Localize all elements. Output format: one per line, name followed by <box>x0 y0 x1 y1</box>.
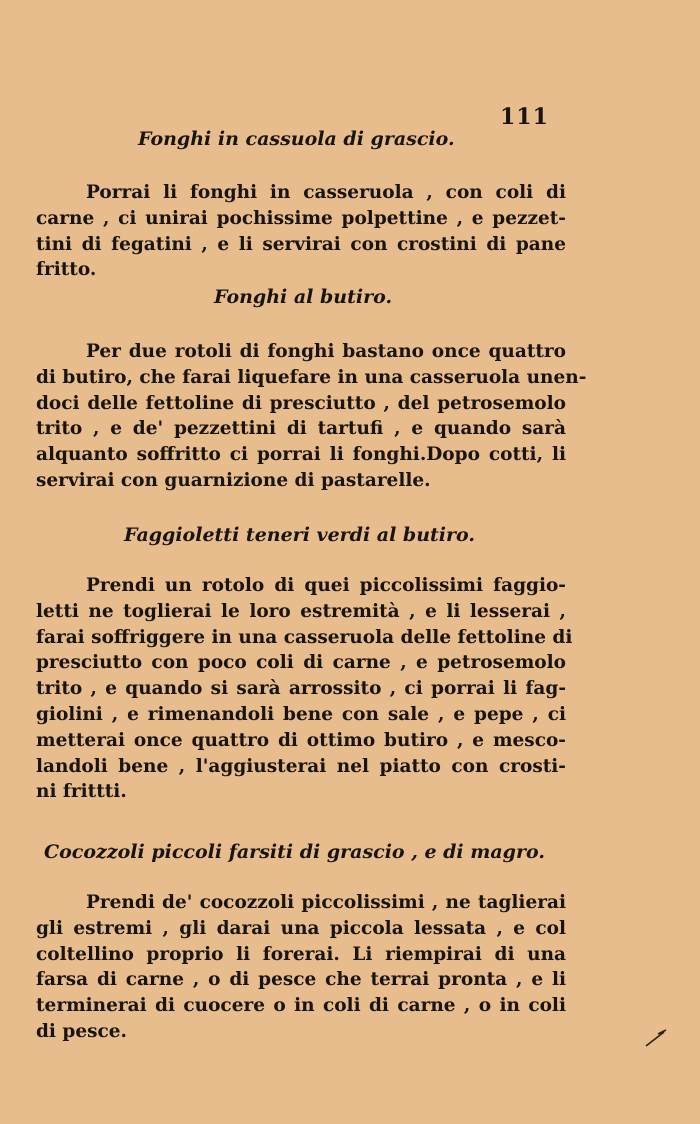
section-text-cocozzoli <box>36 890 566 1045</box>
text-line: Prendi un rotolo di quei piccolissimi faggio- <box>86 575 566 596</box>
text-line: coltellino proprio li forerai. Li riempirai di una <box>36 943 566 965</box>
text-line: tini di fegatini , e li servirai con crostini di pane <box>36 233 566 255</box>
text-line: metterai once quattro di ottimo butiro , e mesco- <box>36 729 566 751</box>
text-line: di butiro, che farai liquefare in una casseruola unen- <box>36 366 587 388</box>
text-line: gli estremi , gli darai una piccola lessata , e col <box>36 917 566 939</box>
text-line: Per due rotoli di fonghi bastano once quattro <box>86 341 566 362</box>
section-text-fonghi-butiro <box>36 339 587 494</box>
text-line: carne , ci unirai pochissime polpettine , e pezzet- <box>36 207 566 229</box>
text-line: farai soffriggere in una casseruola delle fettoline di <box>36 626 573 648</box>
text-line: ni frittti. <box>36 781 127 803</box>
text-line: Porrai li fonghi in casseruola , con coli di <box>86 182 566 203</box>
section-title-fonghi-butiro: Fonghi al butiro. <box>214 286 393 308</box>
text-line: giolini , e rimenandoli bene con sale , e pepe , ci <box>36 703 566 725</box>
section-text-fonghi-cassuola <box>36 180 566 283</box>
text-line: alquanto soffritto ci porrai li fonghi.Dopo cotti, li <box>36 444 566 466</box>
text-line: letti ne toglierai le loro estremità , e li lesserai , <box>36 600 566 622</box>
margin-pencil-mark <box>644 1028 668 1048</box>
text-line: fritto. <box>36 259 97 281</box>
text-line: landoli bene , l'aggiusterai nel piatto con crosti- <box>36 755 566 777</box>
section-text-faggioletti <box>36 573 573 805</box>
text-line: trito , e de' pezzettini di tartufi , e quando sarà <box>36 418 566 440</box>
page-number: 111 <box>500 104 549 130</box>
section-title-faggioletti: Faggioletti teneri verdi al butiro. <box>124 524 475 546</box>
text-line: presciutto con poco coli di carne , e petrosemolo <box>36 652 566 674</box>
text-line: servirai con guarnizione di pastarelle. <box>36 469 431 491</box>
text-line: farsa di carne , o di pesce che terrai pronta , e li <box>36 969 566 991</box>
text-line: di pesce. <box>36 1020 128 1042</box>
text-line: terminerai di cuocere o in coli di carne , o in coli <box>36 995 566 1017</box>
section-title-cocozzoli: Cocozzoli piccoli farsiti di grascio , e di magro. <box>44 841 545 863</box>
section-title-fonghi-cassuola: Fonghi in cassuola di grascio. <box>138 128 455 150</box>
text-line: Prendi de' cocozzoli piccolissimi , ne taglierai <box>86 892 566 913</box>
text-line: trito , e quando si sarà arrossito , ci porrai li fag- <box>36 678 566 700</box>
text-line: doci delle fettoline di presciutto , del petrosemolo <box>36 392 566 414</box>
